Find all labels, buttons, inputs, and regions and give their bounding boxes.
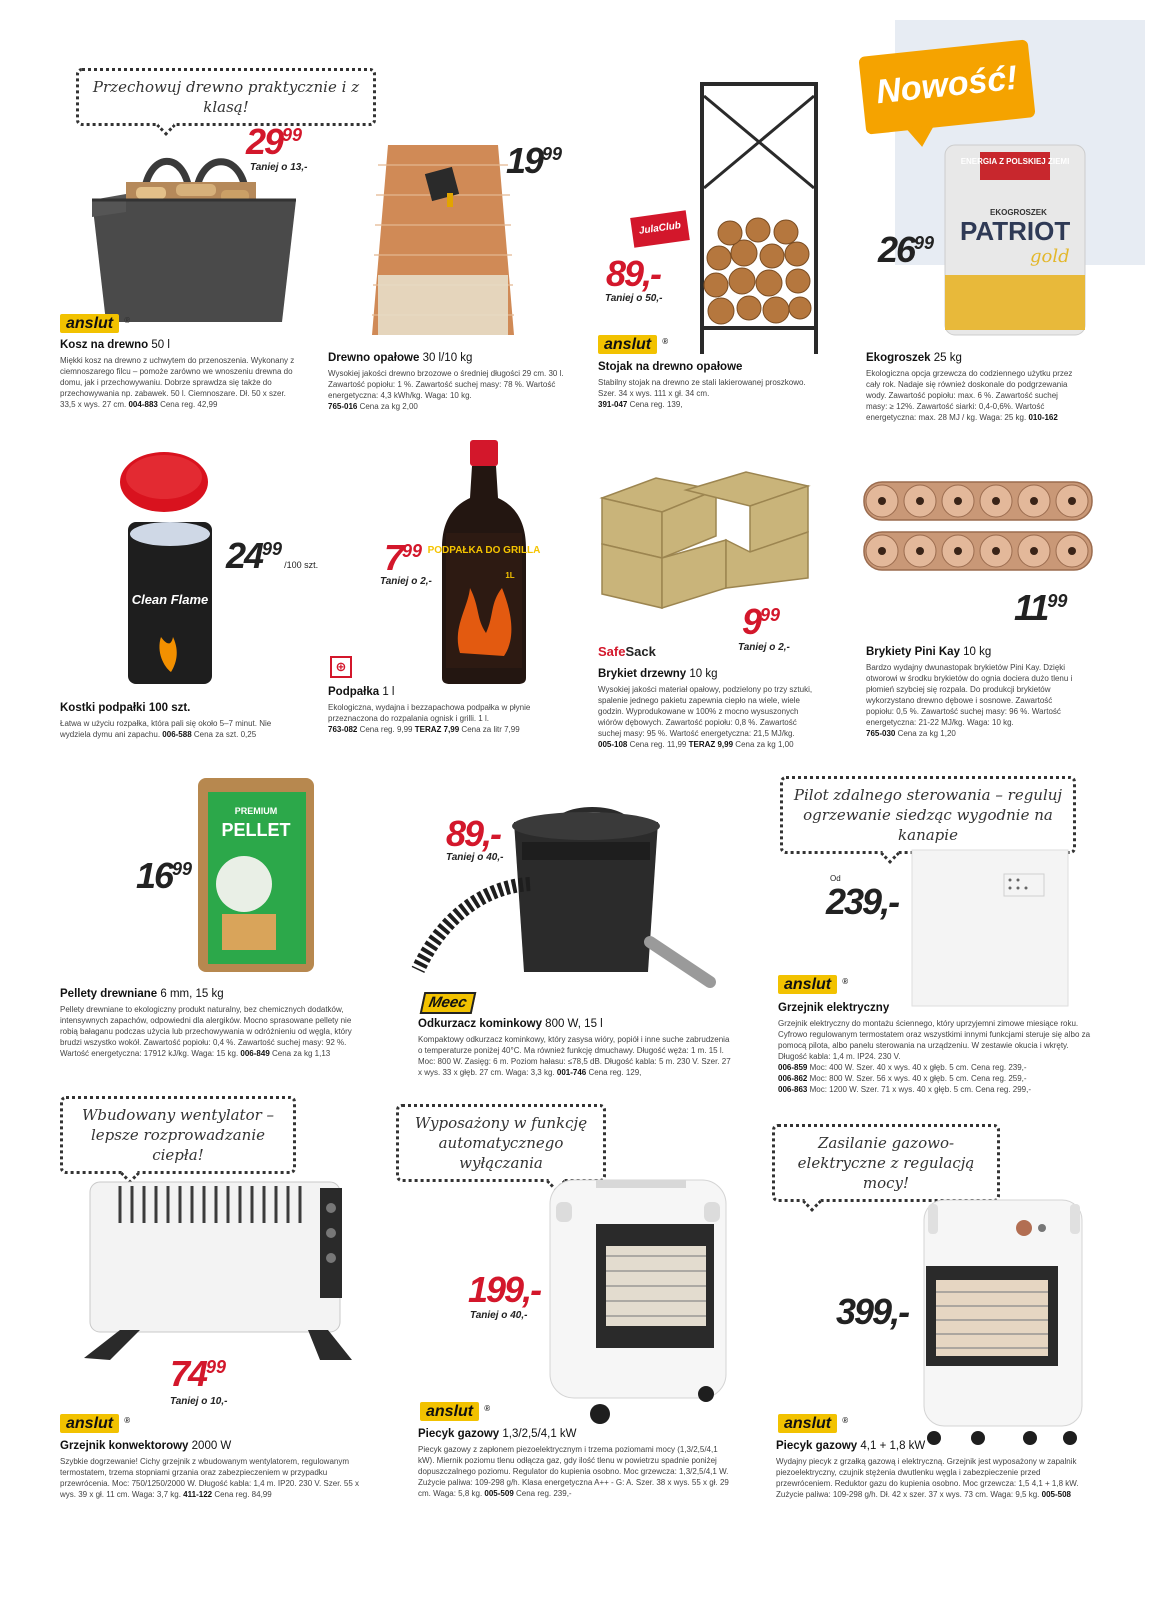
product-piecyk1 [418,1428,732,1499]
julaclub-badge: JulaClub [630,210,690,248]
price-piecyk2: 399,- [836,1291,909,1332]
convector-heater-image [80,1178,352,1368]
price-prefix-od: Od [830,874,841,883]
brand-logo-fire: ⊕ [330,656,352,678]
callout-tail [802,1192,822,1212]
pini-kay-briquettes-image [860,476,1096,578]
callout-text: Wyposażony w funkcję automatycznego wyłączania [414,1114,588,1172]
ekogroszek-bag-image [940,140,1090,340]
pack-label: Clean Flame [131,592,209,607]
product-title: Podpałka 1 l [328,686,395,698]
lighter-fluid-bottle-image [427,438,541,686]
saving-piecyk1: Taniej o 40,- [470,1310,528,1321]
product-odkurzacz [418,1018,732,1078]
product-description: Kompaktowy odkurzacz kominkowy, który zasysa wióry, popiół i inne suche zabrudzenia o temperaturze poniżej 40°C. Ma również funkcję dmuchawy. Długość węża: 1 m. 15 l. Moc: 800 W. Zasięg: 6 m. Poziom hałasu: ≤78,5 dB. Długość kabla: 5 m. 230 V. Szer. 27 x wys. 33 x głęb. 27 cm. Waga: 3,3 kg. 001-746 Cena reg. 129, [418,1035,731,1077]
electric-panel-heater-image [910,848,1072,1010]
product-brykiet [598,668,813,750]
callout-gas-electric [772,1124,1000,1202]
price-drewno: $19^{99}$ [506,140,563,181]
saving-kosz: Taniej o 13,- [250,162,308,173]
brand-logo-safesack: SafeSack [598,644,656,659]
product-title: Stojak na drewno opałowe [598,361,743,373]
callout-tail [880,844,900,864]
wood-rack-image [694,78,824,356]
wood-briquette-image [596,468,816,616]
product-konwektor [60,1440,372,1500]
product-description: Bardzo wydajny dwunastopak brykietów Pini Kay. Dzięki otworowi w środku brykietów do ognia dociera dużo tlenu i płomień szybciej się rozpala. Do produkcji brykietów wykorzystano drewno dębowe i sosnowe. Zawartość popiołu: 0,5 %. Zawartość suchej masy: 96 %. Wartość energetyczna: 21-22 MJ/kg. Waga: 10 kg. 765-030 Cena za kg 1,20 [866,663,1073,738]
product-description: Wysokiej jakości drewno brzozowe o średniej długości 29 cm. 30 l. Zawartość popiołu: 1 %. Zawartość suchej masy: 78 %. Wartość energetyczna: 4,3 kWh/kg. Waga: 10 kg. 765-016 Cena za kg 2,00 [328,369,564,411]
brand-logo-anslut: anslut ® [778,975,837,994]
pack-label-premium: PREMIUM [234,806,278,816]
price-pinikay: $11^{99}$ [1014,587,1068,628]
firelighter-cubes-image [116,452,216,692]
product-grzejnik-el [778,1002,1096,1095]
product-description: Ekologiczna, wydajna i bezzapachowa podpałka w płynie przeznaczona do rozpalania ognisk i grilli. 1 l. 763-082 Cena reg. 9,99 TERAZ 7,99 Cena za litr 7,99 [328,703,531,734]
price-stojak: 89,- [606,253,661,294]
brand-logo-anslut: anslut ® [778,1414,837,1433]
product-title: Kostki podpałki 100 szt. [60,702,191,714]
pellet-bag-image [196,774,316,976]
callout-text: Przechowuj drewno praktycznie i z klasą! [92,78,360,116]
product-ekogroszek [866,352,1078,423]
product-title: Grzejnik konwektorowy 2000 W [60,1440,232,1452]
bottle-volume: 1L [505,571,515,580]
callout-fan [60,1096,296,1174]
product-description: Szybkie dogrzewanie! Cichy grzejnik z wbudowanym wentylatorem, regulowanym termostatem, trzema stopniami grzania oraz zabezpieczeniem w przypadku przewrócenia. Moc: 750/1250/2000 W. Długość kabla: 1,4 m. IP20. 230 V. Szer. 55 x wys. 39 x gł. 11 cm. Waga: 3,7 kg. 411-122 Cena reg. 84,99 [60,1457,359,1499]
product-stojak [598,361,808,410]
price-grzejnik-el: 239,- [826,881,899,922]
product-title: Pellety drewniane 6 mm, 15 kg [60,988,224,1000]
product-title: Brykiety Pini Kay 10 kg [866,646,992,658]
firewood-sack-image [368,135,518,347]
saving-odkurzacz: Taniej o 40,- [446,852,504,863]
brand-logo-anslut: anslut ® [420,1402,479,1421]
pack-label-name: PELLET [221,820,291,840]
product-title: Ekogroszek 25 kg [866,352,962,364]
product-title: Drewno opałowe 30 l/10 kg [328,352,473,364]
saving-brykiet: Taniej o 2,- [738,642,790,653]
product-pinikay [866,646,1078,739]
callout-wood-storage [76,68,376,126]
price-podpalka: $7^{99}$ [384,537,423,578]
callout-remote-control [780,776,1076,854]
price-odkurzacz: 89,- [446,813,501,854]
brand-logo-anslut: anslut ® [598,335,657,354]
pack-label-top: ENERGIA Z POLSKIEJ ZIEMI [960,157,1070,166]
product-title: Odkurzacz kominkowy 800 W, 15 l [418,1018,603,1030]
saving-podpalka: Taniej o 2,- [380,576,432,587]
bottle-label: PODPAŁKA DO GRILLA [427,545,541,556]
product-title: Grzejnik elektryczny [778,1002,890,1014]
callout-text: Zasilanie gazowo-elektryczne z regulacją mocy! [797,1134,975,1192]
new-badge: Nowość! [858,39,1035,134]
product-piecyk2 [776,1440,1088,1500]
pack-sub: gold [1030,246,1070,267]
product-title: Brykiet drzewny 10 kg [598,668,718,680]
product-description: Miękki kosz na drewno z uchwytem do przenoszenia. Wykonany z ciemnoszarego filcu – pomoże zarówno we wnoszeniu drewna do domu, jak i przechowywaniu. Dobrze sprawdza się także do przechowywania np. zabawek. 50 l. Ciemnoszare. Dł. 50 x szer. 33,5 x wys. 27 cm. 004-883 Cena reg. 42,99 [60,356,295,409]
price-kosz: $29^{99}$ [246,121,303,162]
product-drewno [328,352,568,412]
callout-text: Pilot zdalnego sterowania – reguluj ogrzewanie siedząc wygodnie na kanapie [793,786,1063,844]
price-brykiet: $9^{99}$ [742,601,781,642]
price-pellet: $16^{99}$ [136,855,193,896]
product-kostki [60,702,290,740]
price-ekogroszek: $26^{99}$ [878,229,935,270]
product-description: Wysokiej jakości materiał opałowy, podzielony po trzy sztuki, spalenie jednego pakietu zapewnia ciepło na wiele, wiele godzin. Wyprodukowane w 100% z mocno wysuszonych wiórów dębowych. Zawartość popiołu: 0,8 %. Zawartość suchej masy: 95 %. Wartość energetyczna: 21,5 MJ/kg. 005-108 Cena reg. 11,99 TERAZ 9,99 Cena za kg 1,00 [598,685,813,749]
product-podpalka [328,686,558,735]
price-piecyk1: 199,- [468,1269,541,1310]
callout-text: Wbudowany wentylator – lepsze rozprowadzanie ciepła! [81,1106,275,1164]
brand-logo-anslut: anslut ® [60,314,119,333]
product-description: Pellety drewniane to ekologiczny produkt naturalny, bez chemicznych dodatków, intensywnych zapachów, odpowiedni dla alergików. Mocno sprasowane pellety nie robią bałaganu podczas użycia lub przechowywania w odróżnieniu od węgla, który brudzi wszystko wokół. Zawartość popiołu: 0,4 %. Zawartość suchej masy: 92 %. Wartość energetyczna: 17912 kJ/kg. Waga: 15 kg. 006-849 Cena za kg 1,13 [60,1005,352,1058]
saving-stojak: Taniej o 50,- [605,293,663,304]
product-description: Ekologiczna opcja grzewcza do codziennego użytku przez cały rok. Nadaje się również doskonale do podgrzewania wody. Zawartość popiołu: max. 6 %. Zawartość suchej masy: ≥ 12%. Zawartość siarki: 0,4-0,6%. Wartość energetyczna: max. 28 MJ / kg. Waga: 25 kg. 010-162 [866,369,1073,422]
saving-konwektor: Taniej o 10,- [170,1396,228,1407]
gas-electric-heater-image [920,1194,1086,1446]
product-description: Stabilny stojak na drewno ze stali lakierowanej proszkowo. Szer. 34 x wys. 111 x gł. 34 cm. 391-047 Cena reg. 139, [598,378,806,409]
product-kosz [60,339,296,410]
brand-logo-meec: Meec [420,992,476,1014]
callout-tail [156,116,176,136]
product-description: Piecyk gazowy z zapłonem piezoelektrycznym i trzema poziomami mocy (1,3/2,5/4,1 kW). Miernik poziomu tlenu odłącza gaz, gdy ilość tlenu w powietrzu spadnie poniżej dopuszczalnego poziomu. Regulator do kupienia osobno. Moc grzewcza: 1,3/2,5/4,1 W. Zużycie paliwa: 109-298 g/h. Klasa energetyczna A++ - G: A. Szer. 38 x wys. 55 x gł. 29 cm. Waga: 5,8 kg. 005-509 Cena reg. 239,- [418,1445,729,1498]
product-description: Wydajny piecyk z grzałką gazową i elektryczną. Grzejnik jest wyposażony w zapalnik piezoelektryczny, czujnik stężenia dwutlenku węgla i zabezpieczenie przed przewróceniem. Reduktor gazu do kupienia osobno. Moc grzewcza: 1,5 4,1 + 1,8 kW. Zużycie paliwa: 109-298 g/h. Dł. 42 x szer. 37 x wys. 73 cm. Waga: 9,5 kg. 005-508 [776,1457,1079,1499]
pack-label-small: EKOGROSZEK [990,208,1047,217]
product-description: Grzejnik elektryczny do montażu ściennego, który uprzyjemni zimowe miesiące roku. Cyfrowo regulowanym termostatem oraz wszystkimi innymi funkcjami steruje się albo za pomocą pilota, albo panelu sterowania na urządzeniu. W zestawie okucia i wkręty. Długość kabla: 1,4 m. IP24. 230 V. 006-859 Moc: 400 W. Szer. 40 x wys. 40 x głęb. 5 cm. Cena reg. 239,- 006-862 Moc: 800 W. Szer. 56 x wys. 40 x głęb. 5 cm. Cena reg. 259,- 006-863 Moc: 1200 W. Szer. 71 x wys. 40 x głęb. 5 cm. Cena reg. 299,- [778,1019,1091,1094]
product-title: Piecyk gazowy 1,3/2,5/4,1 kW [418,1428,577,1440]
product-pellet [60,988,366,1059]
callout-auto-off [396,1104,606,1182]
brand-logo-anslut: anslut ® [60,1414,119,1433]
price-kostki: $24^{99}/100$ szt. [226,535,319,576]
pack-brand: PATRIOT [960,216,1071,246]
product-title: Kosz na drewno 50 l [60,339,170,351]
product-description: Łatwa w użyciu rozpałka, która pali się około 5–7 minut. Nie wydziela dymu ani zapachu. 006-588 Cena za szt. 0,25 [60,719,272,739]
gas-heater-image [546,1176,732,1426]
price-konwektor: $74^{99}$ [170,1353,227,1394]
product-title: Piecyk gazowy 4,1 + 1,8 kW [776,1440,926,1452]
